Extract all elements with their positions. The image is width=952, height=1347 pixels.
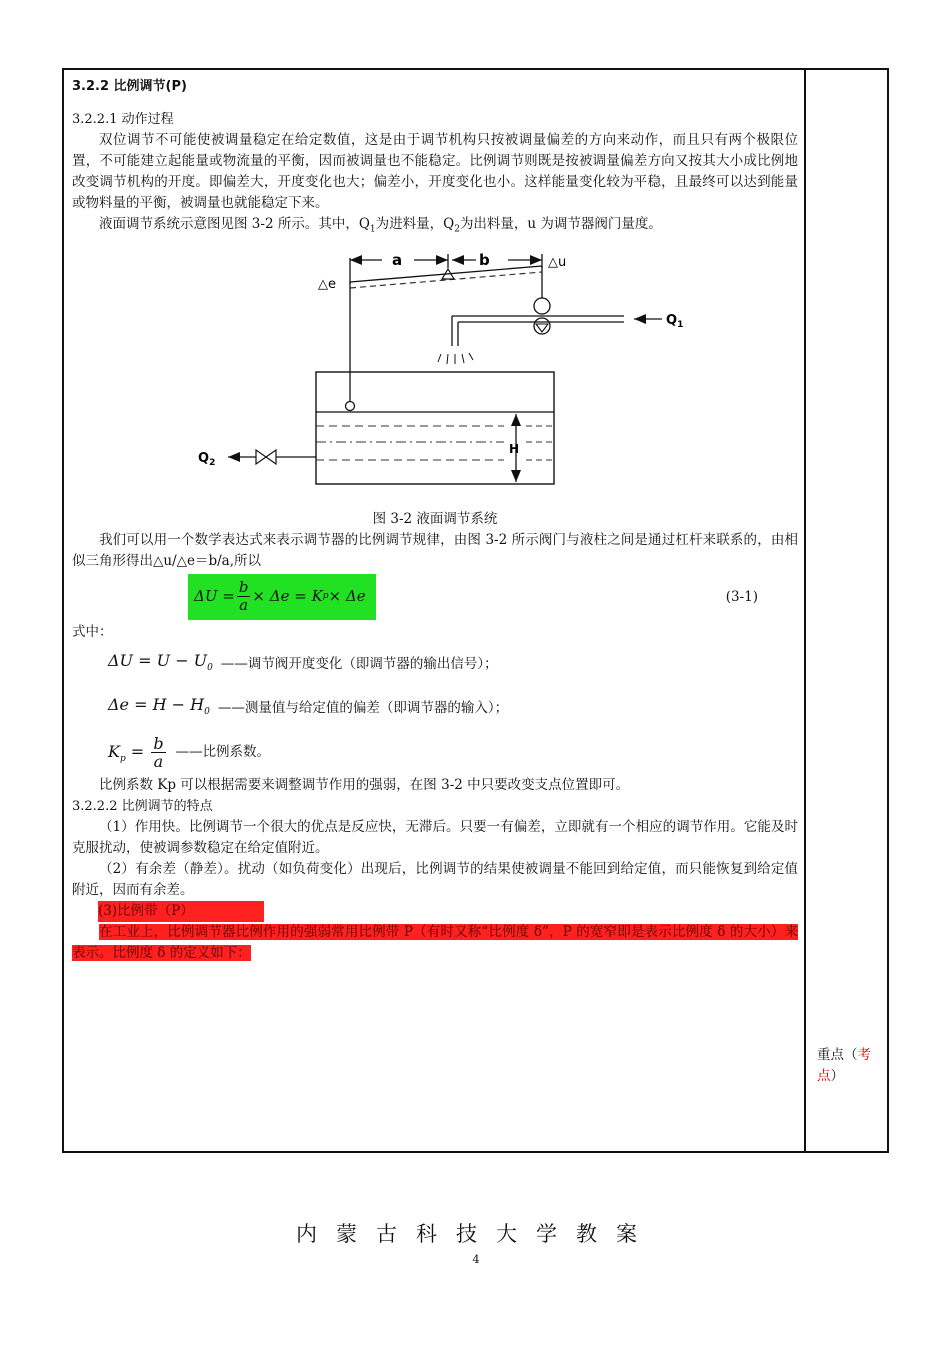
main-content <box>72 76 798 964</box>
definition-list <box>108 643 798 775</box>
footer-title: 内蒙古科技大学教案 <box>296 1222 656 1246</box>
diagram-svg <box>176 244 716 509</box>
definition-delta-u: $\Delta U = U - U_0$ ——调节阀开度变化（即调节器的输出信号）； <box>108 651 498 674</box>
subsection-title-1: 3.2.2.1 动作过程 <box>72 112 174 127</box>
label-delta-e: △e <box>318 276 336 292</box>
label-delta-u: △u <box>548 254 567 270</box>
definition-kp: $K_p$ = $\frac{b}{a}$ ——比例系数。 <box>108 734 271 772</box>
feature-item-3-title: (3)比例带（P） <box>98 901 798 922</box>
section-heading: 3.2.2 比例调节(P) <box>72 79 187 94</box>
definition-delta-e: $\Delta e = H - H_0$ ——测量值与给定值的偏差（即调节器的输入）； <box>108 695 509 718</box>
formula-intro: 我们可以用一个数学表达式来表示调节器的比例调节规律，由图 3-2 所示阀门与液柱之间是通过杠杆来联系的，由相似三角形得出△u/△e＝b/a,所以 <box>72 531 798 569</box>
label-h: H <box>509 441 520 456</box>
label-b: b <box>479 250 490 269</box>
subsection-title-2: 3.2.2.2 比例调节的特点 <box>72 798 213 814</box>
where-label: 式中： <box>72 623 113 640</box>
equation-3-1: ΔU = $\frac{b}{a}$ × Δe = K p × Δe <box>188 574 376 620</box>
paragraph-2: 液面调节系统示意图见图 3-2 所示。其中，$Q_1$为进料量，$Q_2$为出料量，u 为调节器阀门量度。 <box>99 216 662 235</box>
feature-item-3-text: 在工业上，比例调节器比例作用的强弱常用比例带 P（有时又称“比例度 δ”，P 的宽窄即是表示比例度 δ 的大小）来表示。比例度 δ 的定义如下： <box>72 923 798 961</box>
label-a: a <box>392 250 403 269</box>
figure-caption: 图 3-2 液面调节系统 <box>372 510 498 527</box>
label-q1: $Q_1$ <box>666 312 684 330</box>
equation-line <box>72 574 798 622</box>
label-q2: $Q_2$ <box>198 450 216 468</box>
equation-number: (3-1) <box>725 588 758 605</box>
feature-item-1: （1）作用快。比例调节一个很大的优点是反应快，无滞后。只要一有偏差，立即就有一个相应的调节作用。它能及时克服扰动，使被调参数稳定在给定值附近。 <box>72 818 798 856</box>
page-number: 4 <box>472 1253 480 1266</box>
feature-item-2: （2）有余差（静差）。扰动（如负荷变化）出现后，比例调节的结果使被调量不能回到给定值，而只能恢复到给定值附近，因而有余差。 <box>72 860 798 898</box>
liquid-level-diagram <box>176 244 716 509</box>
kp-note: 比例系数 Kp 可以根据需要来调整调节作用的强弱，在图 3-2 中只要改变支点位置即可。 <box>99 776 630 793</box>
paragraph-1: 双位调节不可能使被调量稳定在给定数值，这是由于调节机构只按被调量偏差的方向来动作，而且只有两个极限位置，不可能建立起能量或物流量的平衡，因而被调量也不能稳定。比例调节则既是按被调量偏差方向又按其大小成比例地改变调节机构的开度。即偏差大，开度变化也大；偏差小，开度变化也小。这样能量变化较为平稳，且最终可以达到能量或物料量的平衡，被调量也就能稳定下来。 <box>72 132 798 211</box>
fraction-b-over-a: $\frac{b}{a}$ <box>238 578 249 615</box>
column-divider <box>804 68 806 1153</box>
side-note: 重点（考点） <box>817 1047 871 1084</box>
